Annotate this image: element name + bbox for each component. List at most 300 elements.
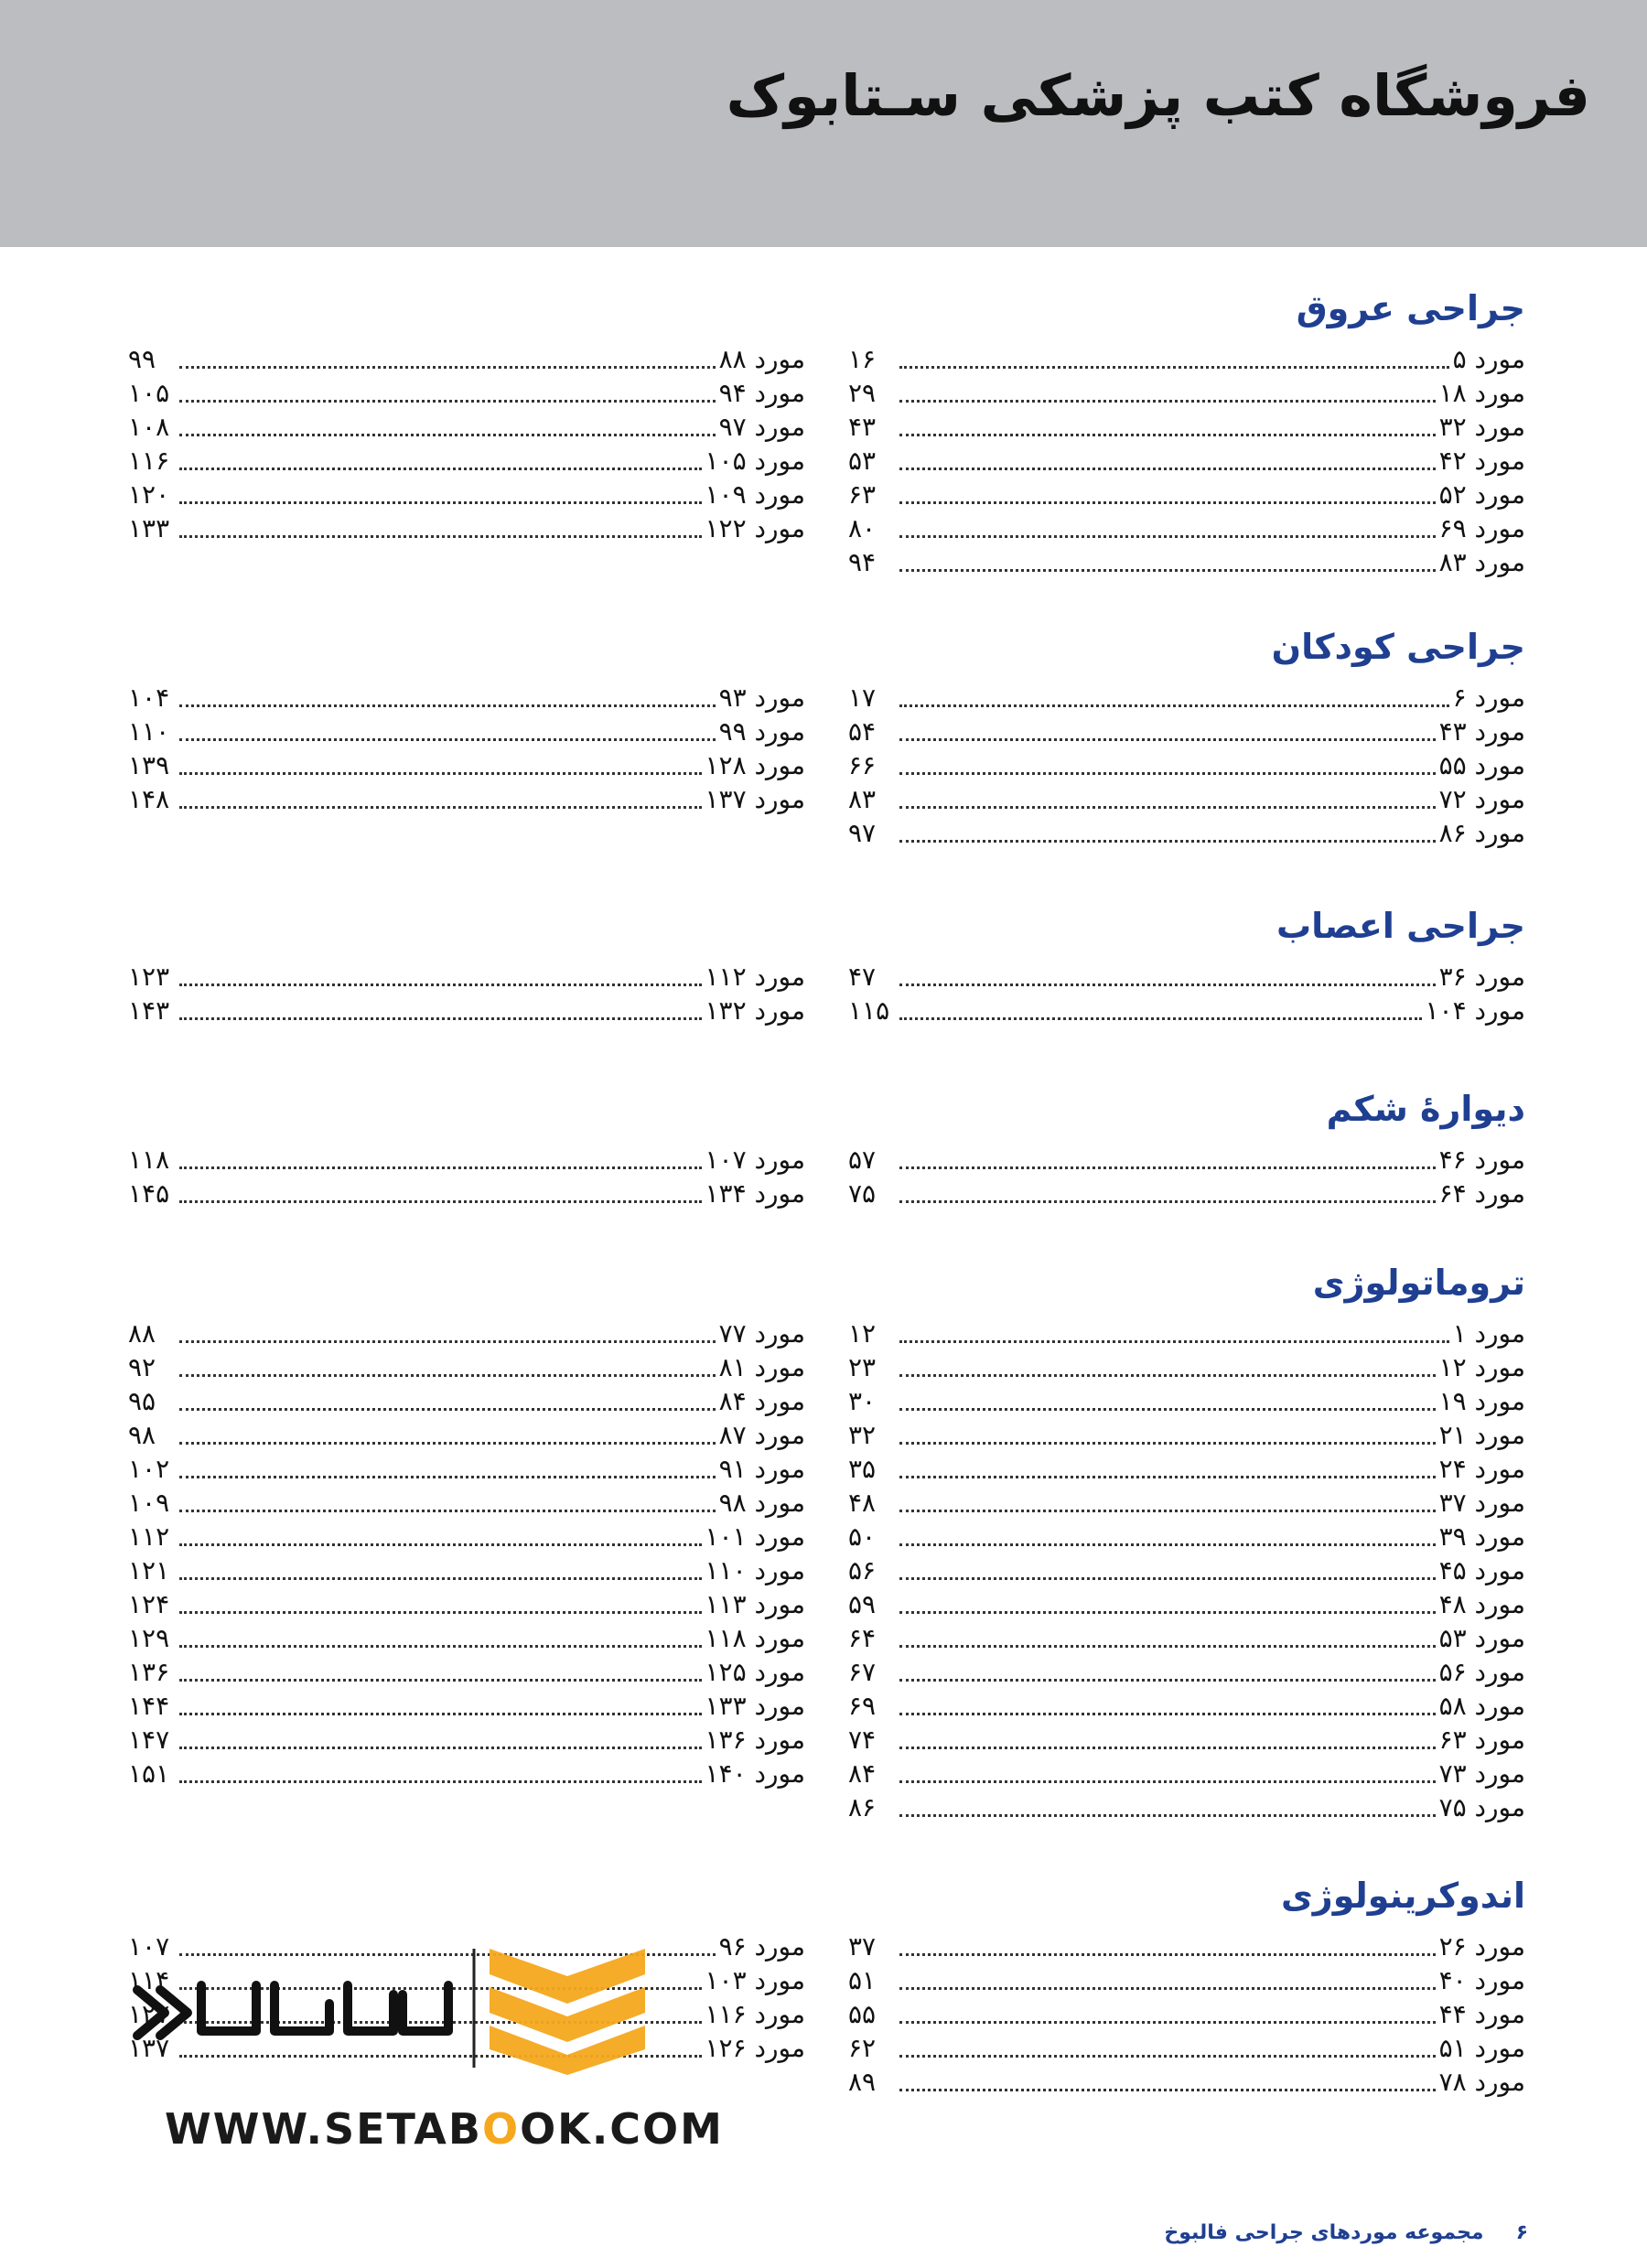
toc-entry[interactable]	[848, 680, 1525, 714]
toc-entry[interactable]	[128, 511, 805, 544]
toc-entry[interactable]	[848, 341, 1525, 375]
page-number-ref: ۱۳۷	[128, 2033, 170, 2063]
dot-leader	[899, 1952, 1436, 1956]
case-label	[1439, 962, 1525, 993]
case-number: ۵۸	[1438, 1691, 1467, 1721]
case-word: مورد	[1474, 784, 1525, 814]
toc-entry[interactable]	[128, 1654, 805, 1688]
dot-leader	[179, 1644, 702, 1648]
toc-entry[interactable]	[848, 1316, 1525, 1349]
case-label	[1453, 1318, 1525, 1349]
case-number: ۸۳	[1438, 547, 1467, 577]
dot-leader	[899, 1475, 1436, 1478]
dot-leader	[179, 1779, 702, 1783]
case-number: ۵۲	[1438, 479, 1467, 510]
case-label	[1426, 995, 1525, 1027]
toc-entry[interactable]	[848, 781, 1525, 815]
page-number-ref: ۱۰۴	[128, 683, 170, 713]
page-number-ref: ۷۴	[848, 1725, 877, 1755]
toc-entry[interactable]	[128, 1620, 805, 1654]
case-word: مورد	[1474, 716, 1525, 747]
case-word: مورد	[754, 1454, 805, 1484]
case-label	[1439, 716, 1525, 747]
case-word: مورد	[1474, 479, 1525, 510]
page-number-ref: ۶۹	[848, 1691, 877, 1721]
page-number-ref: ۶۲	[848, 2033, 877, 2063]
toc-entry[interactable]	[128, 1485, 805, 1519]
case-number: ۱۰۱	[705, 1521, 747, 1552]
toc-entry[interactable]	[128, 1417, 805, 1451]
page-number-ref: ۱۴۴	[128, 1691, 170, 1721]
section-title: جراحی اعصاب	[1276, 906, 1525, 946]
case-word: مورد	[1474, 962, 1525, 992]
toc-entry[interactable]	[848, 993, 1525, 1027]
dot-leader	[179, 983, 702, 986]
page-number-ref: ۱۰۹	[128, 1488, 170, 1518]
dot-leader	[899, 467, 1436, 470]
page-number-ref: ۱۲۷	[128, 1999, 170, 2029]
dot-leader	[899, 1339, 1449, 1343]
toc-entry[interactable]	[848, 959, 1525, 993]
toc-entry[interactable]	[848, 1929, 1525, 1962]
page-number-ref: ۸۰	[848, 513, 877, 543]
case-word: مورد	[754, 683, 805, 713]
page-number-ref: ۴۳	[848, 412, 877, 442]
case-word: مورد	[1474, 1758, 1525, 1789]
case-label	[705, 750, 805, 781]
toc-entry[interactable]	[848, 2030, 1525, 2064]
dot-leader	[899, 1509, 1436, 1512]
case-word: مورد	[754, 750, 805, 780]
case-word: مورد	[754, 1521, 805, 1552]
case-word: مورد	[1474, 1318, 1525, 1349]
case-word: مورد	[754, 446, 805, 476]
page-number-ref: ۶۶	[848, 750, 877, 780]
case-number: ۹۴	[718, 378, 747, 408]
page-number-ref: ۱۰۸	[128, 412, 170, 442]
dot-leader	[179, 534, 702, 538]
dot-leader	[179, 1016, 702, 1020]
case-label	[719, 1931, 805, 1962]
case-label	[1439, 513, 1525, 544]
case-label	[705, 1758, 805, 1790]
case-word: مورد	[1474, 1178, 1525, 1209]
dot-leader	[899, 2020, 1436, 2024]
case-label	[705, 1623, 805, 1654]
case-word: مورد	[1474, 1725, 1525, 1755]
toc-entry[interactable]	[848, 1142, 1525, 1176]
case-number: ۷۷	[718, 1318, 747, 1349]
page-number-ref: ۵۵	[848, 1999, 877, 2029]
toc-entry[interactable]	[128, 1688, 805, 1722]
dot-leader	[179, 1166, 702, 1169]
case-number: ۹۶	[718, 1931, 747, 1962]
case-word: مورد	[754, 1386, 805, 1416]
case-number: ۱۲۲	[705, 513, 747, 543]
toc-entry[interactable]	[848, 1176, 1525, 1209]
case-label	[719, 378, 805, 409]
case-number: ۱۳۴	[705, 1178, 747, 1209]
case-word: مورد	[754, 995, 805, 1026]
toc-entry[interactable]	[848, 1688, 1525, 1722]
case-word: مورد	[754, 1555, 805, 1585]
page-number-ref: ۱۱۸	[128, 1145, 170, 1175]
case-number: ۴۳	[1438, 716, 1467, 747]
toc-entry[interactable]	[128, 409, 805, 443]
case-number: ۹۹	[718, 716, 747, 747]
page-number-ref: ۱۱۴	[128, 1965, 170, 1995]
case-number: ۳۹	[1438, 1521, 1467, 1552]
toc-entry[interactable]	[848, 747, 1525, 781]
toc-entry[interactable]	[848, 1417, 1525, 1451]
case-number: ۲۶	[1438, 1931, 1467, 1962]
case-number: ۸۱	[718, 1352, 747, 1382]
page-number-ref: ۳۰	[848, 1386, 877, 1416]
case-word: مورد	[754, 479, 805, 510]
case-label	[1439, 547, 1525, 578]
case-label	[1439, 1589, 1525, 1620]
case-label	[719, 1318, 805, 1349]
case-label	[705, 1589, 805, 1620]
case-label	[1439, 1999, 1525, 2030]
case-word: مورد	[754, 1691, 805, 1721]
case-number: ۸۶	[1438, 818, 1467, 848]
dot-leader	[899, 365, 1449, 369]
case-label	[1453, 683, 1525, 714]
case-word: مورد	[754, 1657, 805, 1687]
case-label	[1439, 1386, 1525, 1417]
case-label	[719, 412, 805, 443]
toc-entry[interactable]	[128, 1316, 805, 1349]
page-number-ref: ۸۸	[128, 1318, 156, 1349]
toc-entry[interactable]	[848, 815, 1525, 849]
case-word: مورد	[1474, 995, 1525, 1026]
toc-entry[interactable]	[128, 781, 805, 815]
dot-leader	[179, 365, 716, 369]
case-label	[1439, 2067, 1525, 2098]
url-part: WWW.SETAB	[165, 2104, 482, 2154]
page-number-ref: ۱۵۱	[128, 1758, 170, 1789]
case-word: مورد	[1474, 1145, 1525, 1175]
page-number-ref: ۵۳	[848, 446, 877, 476]
page-number-ref: ۵۹	[848, 1589, 877, 1619]
case-number: ۴۶	[1438, 1145, 1467, 1175]
page-number-ref: ۱۴۳	[128, 995, 170, 1026]
dot-leader	[179, 737, 716, 741]
case-label	[1439, 1965, 1525, 1996]
toc-entry[interactable]	[128, 477, 805, 511]
case-word: مورد	[1474, 446, 1525, 476]
toc-entry[interactable]	[128, 443, 805, 477]
toc-entry[interactable]	[848, 443, 1525, 477]
dot-leader	[899, 399, 1436, 403]
page-number-ref: ۸۶	[848, 1792, 877, 1822]
case-number: ۶۴	[1438, 1178, 1467, 1209]
case-label	[1453, 344, 1525, 375]
case-word: مورد	[1474, 818, 1525, 848]
case-number: ۵۱	[1438, 2033, 1467, 2063]
case-word: مورد	[1474, 1488, 1525, 1518]
case-number: ۱۰۳	[705, 1965, 747, 1995]
dot-leader	[179, 399, 716, 403]
dot-leader	[899, 1199, 1436, 1203]
case-word: مورد	[1474, 1454, 1525, 1484]
dot-leader	[899, 1373, 1436, 1377]
toc-entry[interactable]	[848, 1586, 1525, 1620]
case-label	[719, 716, 805, 747]
case-word: مورد	[754, 1965, 805, 1995]
case-word: مورد	[754, 1145, 805, 1175]
toc-entry[interactable]	[128, 341, 805, 375]
toc-entry[interactable]	[848, 1790, 1525, 1823]
dot-leader	[179, 1373, 716, 1377]
section-title: اندوکرینولوژی	[1280, 1876, 1525, 1916]
case-word: مورد	[754, 1999, 805, 2029]
case-label	[1439, 1792, 1525, 1823]
case-label	[705, 962, 805, 993]
case-label	[705, 1555, 805, 1586]
section-title: تروماتولوژی	[1312, 1263, 1525, 1303]
page-number-ref: ۳۷	[848, 1931, 877, 1962]
dot-leader	[899, 2054, 1436, 2058]
case-label	[705, 1999, 805, 2030]
toc-entry[interactable]	[848, 544, 1525, 578]
dot-leader	[899, 737, 1436, 741]
dot-leader	[899, 1166, 1436, 1169]
case-word: مورد	[754, 412, 805, 442]
page-number-ref: ۱۱۵	[848, 995, 890, 1026]
toc-entry[interactable]	[848, 1485, 1525, 1519]
case-number: ۱۱۲	[705, 962, 747, 992]
toc-entry[interactable]	[128, 1722, 805, 1756]
case-label	[1439, 1623, 1525, 1654]
case-word: مورد	[754, 784, 805, 814]
case-word: مورد	[754, 2033, 805, 2063]
case-word: مورد	[754, 1758, 805, 1789]
toc-entry[interactable]	[848, 1349, 1525, 1383]
case-number: ۱۹	[1438, 1386, 1467, 1416]
dot-leader	[179, 1509, 716, 1512]
case-number: ۱۲۸	[705, 750, 747, 780]
dot-leader	[899, 1610, 1436, 1614]
toc-column-right	[848, 1142, 1525, 1209]
case-number: ۵۶	[1438, 1657, 1467, 1687]
toc-column-right	[848, 1316, 1525, 1823]
toc-entry[interactable]	[128, 959, 805, 993]
dot-leader	[899, 534, 1436, 538]
toc-entry[interactable]	[128, 1451, 805, 1485]
case-number: ۳۶	[1438, 962, 1467, 992]
page-number-ref: ۱۳۶	[128, 1657, 170, 1687]
case-number: ۱۸	[1438, 378, 1467, 408]
website-url[interactable]	[165, 2104, 724, 2154]
toc-entry[interactable]	[848, 511, 1525, 544]
dot-leader	[179, 1576, 702, 1580]
page-number-ref: ۵۴	[848, 716, 877, 747]
url-accent-letter: O	[481, 2104, 521, 2154]
page-number-ref: ۱۰۲	[128, 1454, 170, 1484]
dot-leader	[899, 2088, 1436, 2091]
dot-leader	[899, 771, 1436, 775]
case-word: مورد	[1474, 1555, 1525, 1585]
case-number: ۷۳	[1438, 1758, 1467, 1789]
toc-entry[interactable]	[128, 993, 805, 1027]
toc-entry[interactable]	[848, 1756, 1525, 1790]
dot-leader	[179, 1407, 716, 1411]
toc-entry[interactable]	[128, 1142, 805, 1176]
page-number-ref: ۲۳	[848, 1352, 877, 1382]
dot-leader	[899, 1779, 1436, 1783]
section-title: دیوارهٔ شکم	[1326, 1089, 1525, 1129]
case-word: مورد	[754, 1420, 805, 1450]
book-title: مجموعه موردهای جراحی فالبوخ	[1164, 2221, 1484, 2244]
page-number-ref: ۱۳۹	[128, 750, 170, 780]
case-number: ۶۹	[1438, 513, 1467, 543]
toc-entry[interactable]	[848, 1722, 1525, 1756]
toc-entry[interactable]	[848, 1996, 1525, 2030]
case-label	[1439, 1691, 1525, 1722]
case-number: ۴۴	[1438, 1999, 1467, 2029]
page-number-ref: ۷۵	[848, 1178, 877, 1209]
case-label	[1439, 750, 1525, 781]
case-number: ۸۴	[718, 1386, 747, 1416]
case-number: ۷۸	[1438, 2067, 1467, 2097]
page-number-ref: ۱۰۷	[128, 1931, 170, 1962]
dot-leader	[179, 1542, 702, 1546]
case-word: مورد	[1474, 1521, 1525, 1552]
page-number-ref: ۲۹	[848, 378, 877, 408]
dot-leader	[899, 433, 1436, 436]
case-number: ۴۰	[1438, 1965, 1467, 1995]
case-label	[1439, 1725, 1525, 1756]
case-number: ۱۲۵	[705, 1657, 747, 1687]
toc-entry[interactable]	[848, 2064, 1525, 2098]
case-number: ۳۲	[1438, 412, 1467, 442]
toc-entry[interactable]	[848, 1654, 1525, 1688]
toc-entry[interactable]	[848, 714, 1525, 747]
page-number-ref: ۱۲۴	[128, 1589, 170, 1619]
url-part: OK.COM	[520, 2104, 724, 2154]
case-number: ۷۵	[1438, 1792, 1467, 1822]
case-word: مورد	[1474, 2067, 1525, 2097]
case-number: ۱۲	[1438, 1352, 1467, 1382]
page-header	[0, 0, 1647, 247]
page-number-ref: ۹۴	[848, 547, 877, 577]
dot-leader	[179, 1475, 716, 1478]
page-number-ref: ۱۴۷	[128, 1725, 170, 1755]
case-number: ۱۰۷	[705, 1145, 747, 1175]
dot-leader	[899, 1016, 1422, 1020]
dot-leader	[899, 1813, 1436, 1817]
toc-entry[interactable]	[128, 1756, 805, 1790]
dot-leader	[899, 1678, 1436, 1682]
toc-entry[interactable]	[848, 1383, 1525, 1417]
toc-column-left	[128, 680, 805, 815]
case-number: ۸۷	[718, 1420, 747, 1450]
case-word: مورد	[1474, 1420, 1525, 1450]
page-number-ref: ۱۰۵	[128, 378, 170, 408]
dot-leader	[899, 1644, 1436, 1648]
case-word: مورد	[1474, 378, 1525, 408]
case-number: ۱۳۲	[705, 995, 747, 1026]
page-number-ref: ۹۵	[128, 1386, 156, 1416]
toc-entry[interactable]	[128, 714, 805, 747]
case-label	[705, 1178, 805, 1209]
toc-entry[interactable]	[128, 1553, 805, 1586]
toc-entry[interactable]	[128, 680, 805, 714]
page-number-ref: ۴۸	[848, 1488, 877, 1518]
page-number-ref: ۱۴۸	[128, 784, 170, 814]
case-label	[705, 1691, 805, 1722]
case-word: مورد	[1474, 1386, 1525, 1416]
case-label	[705, 513, 805, 544]
case-label	[1439, 1555, 1525, 1586]
case-word: مورد	[1474, 1931, 1525, 1962]
toc-entry[interactable]	[848, 1519, 1525, 1553]
toc-entry[interactable]	[848, 1620, 1525, 1654]
case-word: مورد	[1474, 750, 1525, 780]
case-label	[705, 479, 805, 511]
dot-leader	[179, 771, 702, 775]
case-word: مورد	[754, 513, 805, 543]
toc-entry[interactable]	[128, 1519, 805, 1553]
dot-leader	[899, 839, 1436, 843]
case-word: مورد	[1474, 1999, 1525, 2029]
case-word: مورد	[754, 716, 805, 747]
dot-leader	[899, 500, 1436, 504]
case-label	[1439, 378, 1525, 409]
case-label	[719, 1488, 805, 1519]
case-word: مورد	[754, 1623, 805, 1653]
page-number-ref: ۹۷	[848, 818, 877, 848]
toc-entry[interactable]	[128, 1586, 805, 1620]
toc-entry[interactable]	[848, 477, 1525, 511]
case-word: مورد	[754, 1318, 805, 1349]
toc-entry[interactable]	[848, 375, 1525, 409]
case-number: ۲۴	[1438, 1454, 1467, 1484]
case-number: ۵۵	[1438, 750, 1467, 780]
case-word: مورد	[1474, 1965, 1525, 1995]
page-number-ref: ۳۵	[848, 1454, 877, 1484]
page-number-ref: ۱۶	[848, 344, 877, 374]
page-number-ref: ۸۳	[848, 784, 877, 814]
case-number: ۶	[1452, 683, 1467, 713]
toc-entry[interactable]	[128, 375, 805, 409]
case-label	[705, 1965, 805, 1996]
case-word: مورد	[1474, 1657, 1525, 1687]
toc-entry[interactable]	[128, 1349, 805, 1383]
case-number: ۱۳۷	[705, 784, 747, 814]
page-footer	[1164, 2221, 1528, 2244]
toc-entry[interactable]	[848, 1962, 1525, 1996]
case-label	[705, 2033, 805, 2064]
page-number-ref: ۱۴۵	[128, 1178, 170, 1209]
page-number-ref: ۱۱۰	[128, 716, 170, 747]
case-label	[1439, 1931, 1525, 1962]
dot-leader	[899, 1746, 1436, 1749]
toc-entry[interactable]	[128, 747, 805, 781]
toc-entry[interactable]	[848, 409, 1525, 443]
dot-leader	[179, 704, 716, 707]
case-label	[705, 1657, 805, 1688]
toc-entry[interactable]	[128, 1383, 805, 1417]
toc-entry[interactable]	[848, 1553, 1525, 1586]
toc-entry[interactable]	[848, 1451, 1525, 1485]
section-title: جراحی عروق	[1296, 288, 1525, 328]
page-number-ref: ۳۲	[848, 1420, 877, 1450]
case-label	[719, 683, 805, 714]
toc-entry[interactable]	[128, 1176, 805, 1209]
